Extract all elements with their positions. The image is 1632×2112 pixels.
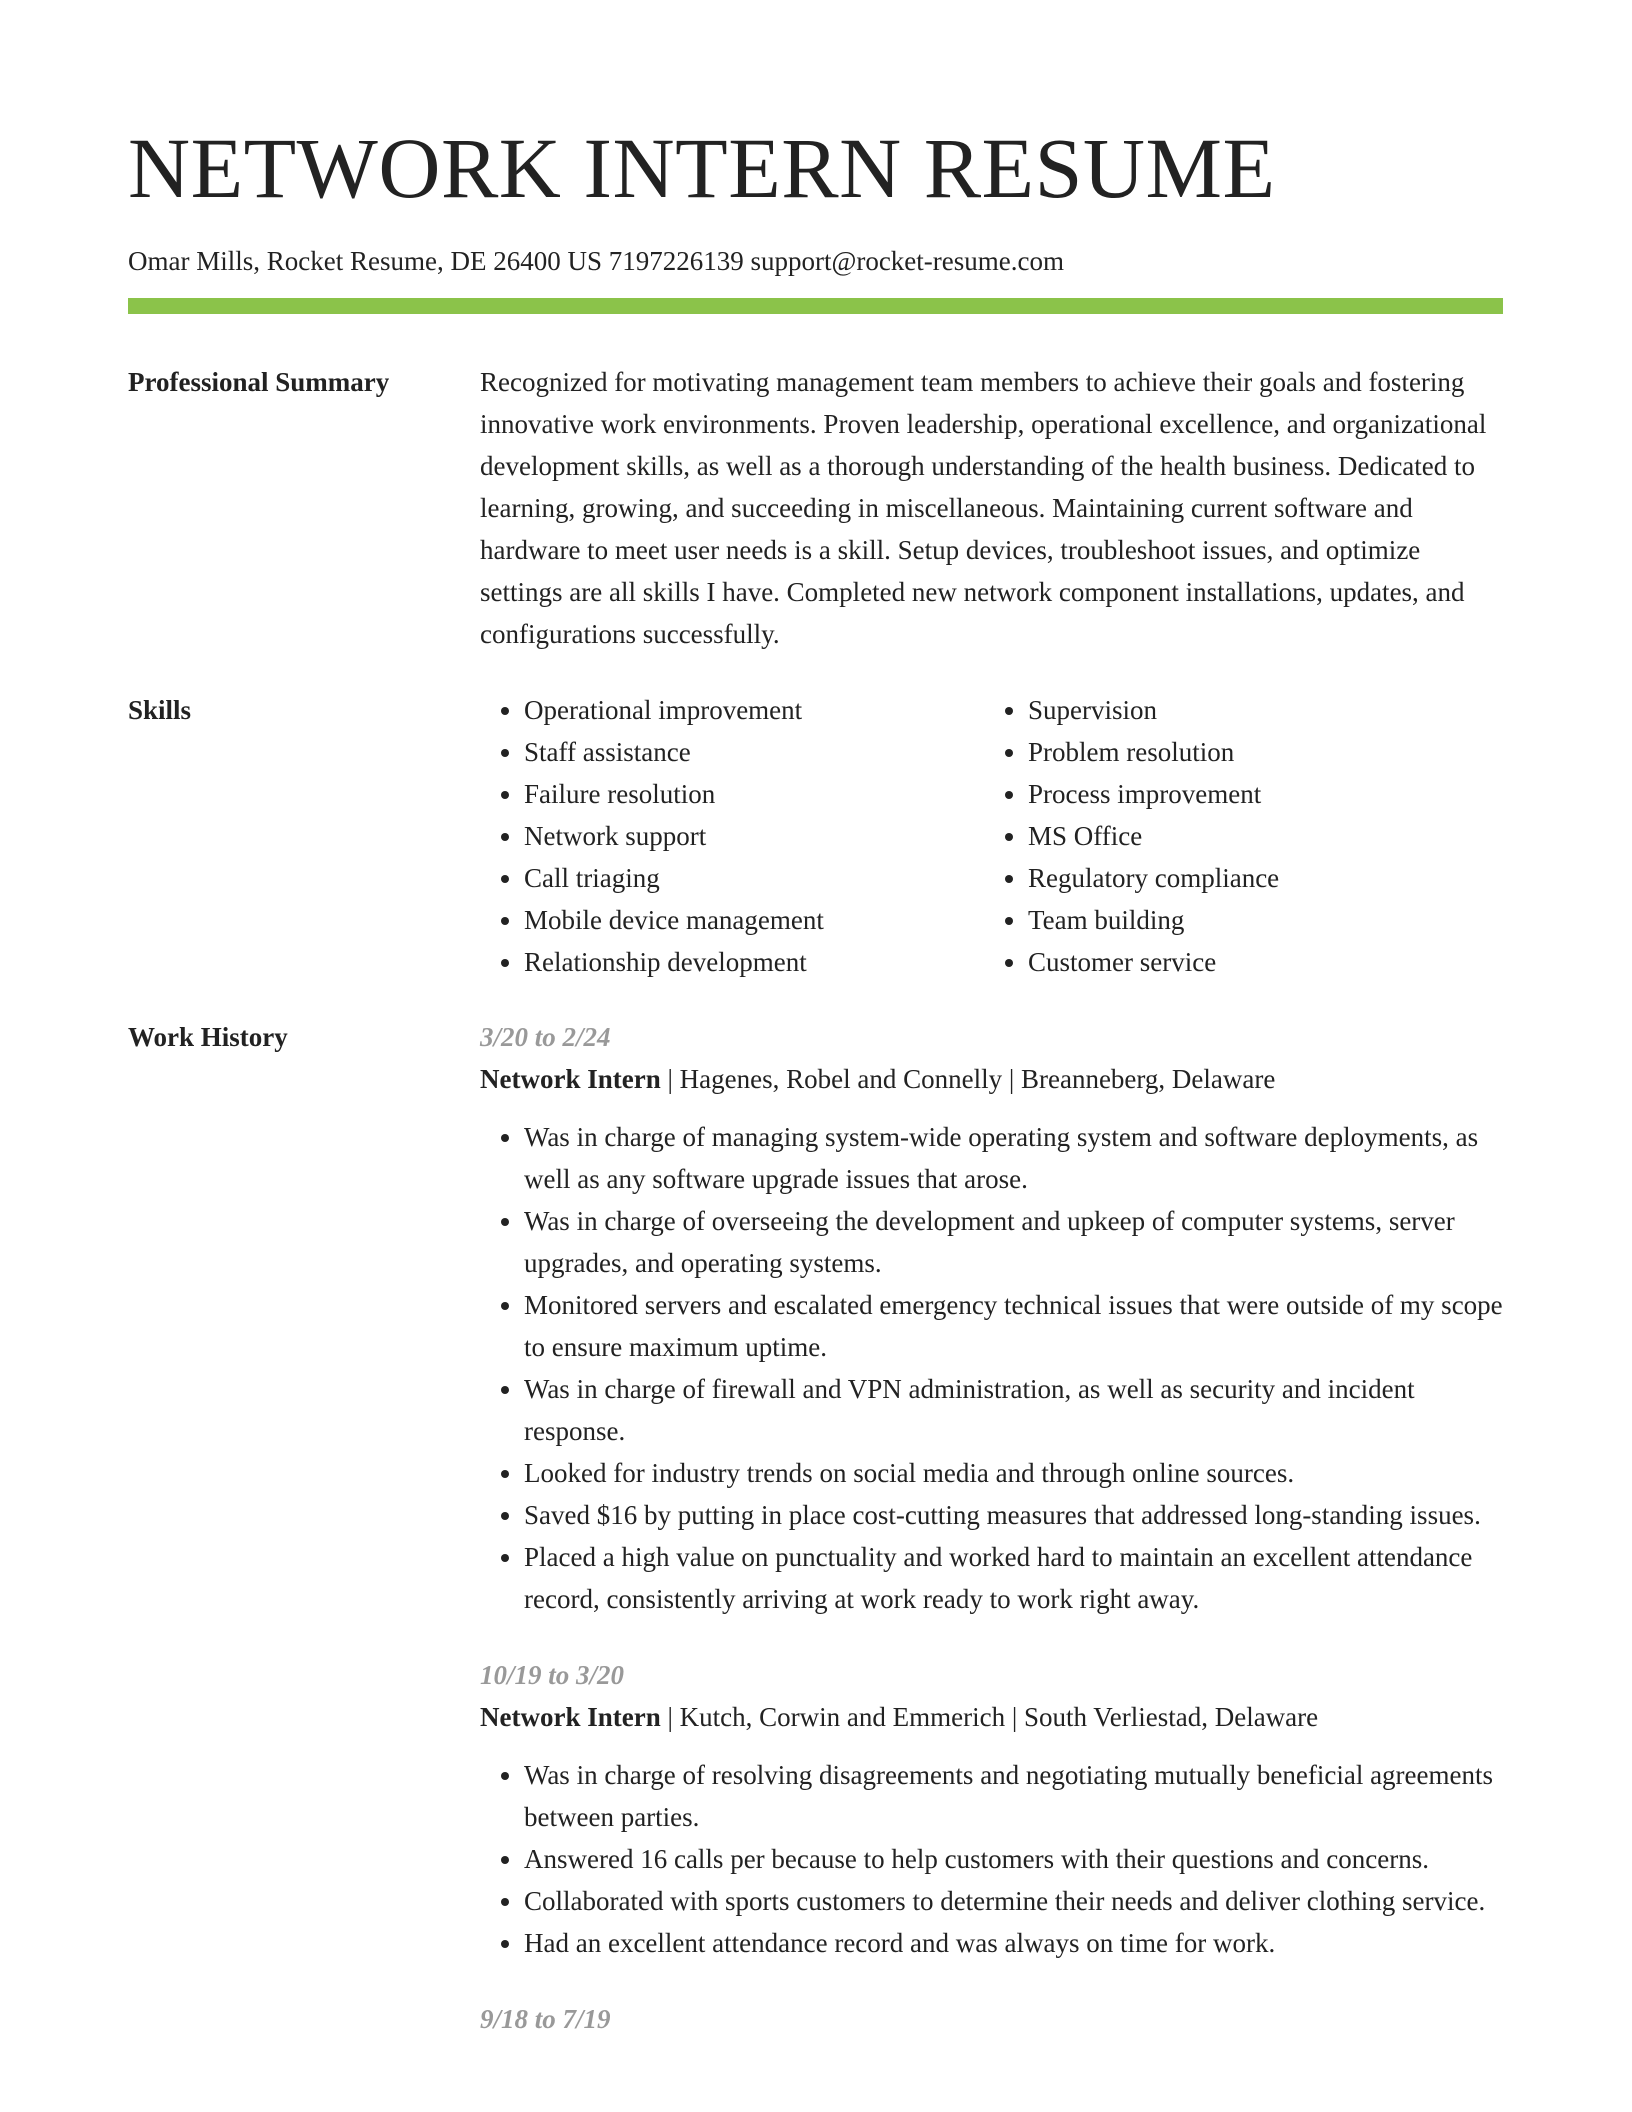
skill-item: • Customer service [1028, 941, 1488, 983]
job-entry [480, 1654, 1505, 1964]
skill-item: • Network support [524, 815, 984, 857]
job-bullet: • Saved $16 by putting in place cost-cutting measures that addressed long-standing issues. [524, 1494, 1505, 1536]
job-bullet: • Was in charge of firewall and VPN administration, as well as security and incident response. [524, 1368, 1505, 1452]
job-employer-location: | Kutch, Corwin and Emmerich | South Verliestad, Delaware [660, 1702, 1319, 1732]
skill-item: • MS Office [1028, 815, 1488, 857]
skill-item: • Regulatory compliance [1028, 857, 1488, 899]
header-divider [128, 298, 1503, 314]
job-bullet: • Was in charge of resolving disagreements and negotiating mutually beneficial agreements between parties. [524, 1754, 1505, 1838]
job-employer-location: | Hagenes, Robel and Connelly | Breanneberg, Delaware [660, 1064, 1276, 1094]
work-history-section [128, 1016, 1503, 2040]
skill-item: • Supervision [1028, 689, 1488, 731]
skill-item: • Failure resolution [524, 773, 984, 815]
resume-page [128, 0, 1503, 2074]
skill-item: • Relationship development [524, 941, 984, 983]
skill-item: • Mobile device management [524, 899, 984, 941]
resume-title: NETWORK INTERN RESUME [128, 120, 1276, 216]
job-bullet: • Collaborated with sports customers to determine their needs and deliver clothing service. [524, 1880, 1505, 1922]
skill-item: • Team building [1028, 899, 1488, 941]
job-bullet: • Monitored servers and escalated emergency technical issues that were outside of my scope to ensure maximum uptime. [524, 1284, 1505, 1368]
skill-item: • Process improvement [1028, 773, 1488, 815]
job-dates: 3/20 to 2/24 [480, 1022, 611, 1052]
job-bullet: • Had an excellent attendance record and was always on time for work. [524, 1922, 1505, 1964]
job-header [480, 1696, 1505, 1738]
job-title: Network Intern [480, 1064, 661, 1094]
contact-line: Omar Mills, Rocket Resume, DE 26400 US 7197226139 support@rocket-resume.com [128, 246, 1064, 276]
job-title: Network Intern [480, 1702, 661, 1732]
job-header [480, 1058, 1505, 1100]
summary-section [128, 361, 1503, 655]
skill-item: • Operational improvement [524, 689, 984, 731]
job-bullet: • Placed a high value on punctuality and worked hard to maintain an excellent attendance record, consistently arriving at work ready to work right away. [524, 1536, 1505, 1620]
skills-column-right [984, 689, 1488, 983]
work-history-heading: Work History [128, 1022, 288, 1052]
skills-heading: Skills [128, 695, 192, 725]
summary-text: Recognized for motivating management team members to achieve their goals and fostering innovative work environments. Proven leadership, operational excellence, and organizational development skills, as well as a thorough understanding of the health business. Dedicated to learning, growing, and succeeding in miscellaneous. Maintaining current software and hardware to meet user needs is a skill. Setup devices, troubleshoot issues, and optimize settings are all skills I have. Completed new network component installations, updates, and configurations successfully. [480, 367, 1487, 649]
skills-column-left [480, 689, 984, 983]
job-entry [480, 1016, 1505, 1620]
skill-item: • Staff assistance [524, 731, 984, 773]
job-bullet: • Was in charge of managing system-wide operating system and software deployments, as well as any software upgrade issues that arose. [524, 1116, 1505, 1200]
skill-item: • Call triaging [524, 857, 984, 899]
job-entry [480, 1998, 1505, 2040]
skill-item: • Problem resolution [1028, 731, 1488, 773]
job-dates: 10/19 to 3/20 [480, 1660, 625, 1690]
job-dates: 9/18 to 7/19 [480, 2004, 611, 2034]
job-bullet: • Looked for industry trends on social media and through online sources. [524, 1452, 1505, 1494]
job-bullet: • Was in charge of overseeing the development and upkeep of computer systems, server upgrades, and operating systems. [524, 1200, 1505, 1284]
skills-section [128, 689, 1503, 983]
summary-heading: Professional Summary [128, 367, 390, 397]
job-bullet: • Answered 16 calls per because to help customers with their questions and concerns. [524, 1838, 1505, 1880]
